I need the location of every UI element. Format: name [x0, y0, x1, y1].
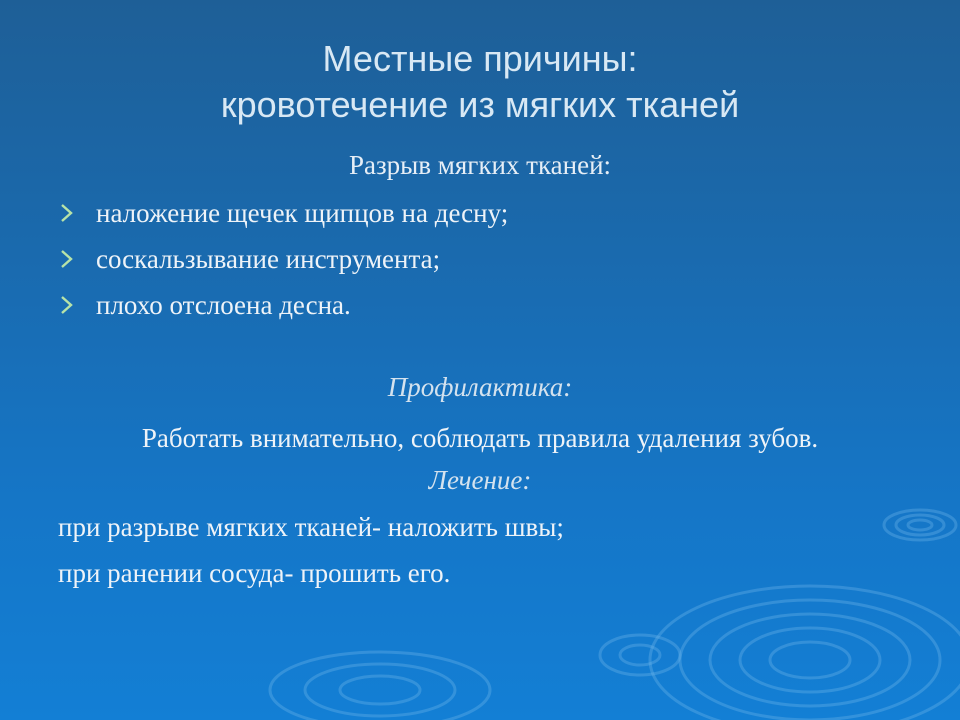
- list-item: [58, 194, 918, 240]
- title-line-1: Местные причины:: [322, 38, 638, 79]
- chevron-arrow-icon: [58, 240, 76, 278]
- chevron-arrow-icon: [58, 286, 76, 324]
- list-item: [58, 286, 918, 332]
- prevention-heading: Профилактика:: [387, 372, 573, 402]
- treatment-heading: Лечение:: [428, 465, 532, 495]
- bullet-label: наложение щечек щипцов на десну;: [96, 198, 509, 228]
- treatment-line-2: при ранении сосуда- прошить его.: [58, 558, 451, 588]
- list-item: [58, 240, 918, 286]
- treatment-line-1: при разрыве мягких тканей- наложить швы;: [58, 512, 564, 542]
- title-line-2: кровотечение из мягких тканей: [220, 84, 740, 125]
- bullet-label: плохо отслоена десна.: [96, 290, 351, 320]
- prevention-text: Работать внимательно, соблюдать правила удаления зубов.: [141, 423, 819, 453]
- bullet-label: соскальзывание инструмента;: [96, 244, 441, 274]
- chevron-arrow-icon: [58, 194, 76, 232]
- bullet-list: [58, 194, 918, 332]
- subheading: Разрыв мягких тканей:: [348, 150, 612, 180]
- slide-title: [0, 36, 960, 128]
